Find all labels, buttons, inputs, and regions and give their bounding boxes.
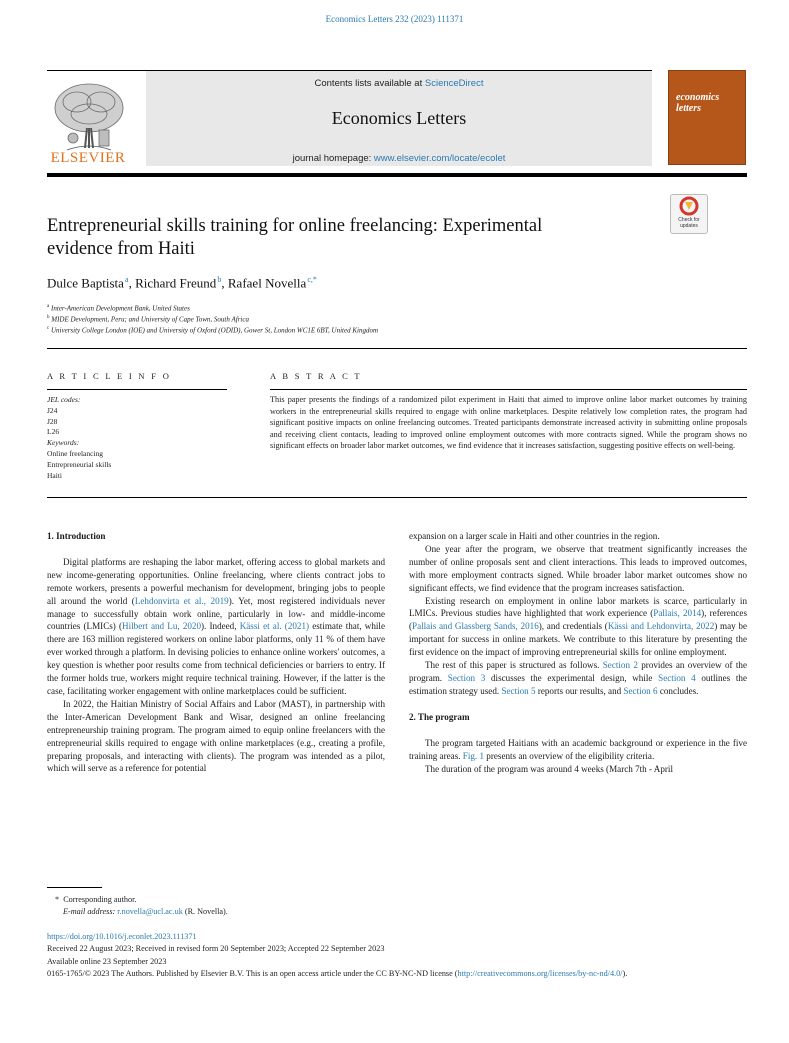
doi-link[interactable]: https://doi.org/10.1016/j.econlet.2023.111371: [47, 932, 197, 941]
contents-prefix: Contents lists available at: [314, 78, 425, 89]
cover-title: [676, 92, 742, 114]
text-run: discusses the experimental design, while: [485, 672, 659, 683]
article-info-heading: A R T I C L E I N F O: [47, 371, 172, 381]
available-online: Available online 23 September 2023: [47, 956, 167, 966]
text-run: Existing research on employment in online labor markets is scarce, particularly in LMICs. Previous studies have highlighted that work experience (: [409, 595, 747, 619]
author-affil-mark[interactable]: b: [217, 275, 222, 284]
section-heading-introduction: 1. Introduction: [47, 531, 106, 541]
check-updates-line2: updates: [680, 223, 698, 229]
affiliation: [47, 326, 378, 334]
jel-code: L26: [47, 427, 60, 437]
contents-line: [146, 78, 652, 89]
text-run: ).: [622, 969, 628, 979]
section-heading-program: 2. The program: [409, 711, 470, 722]
paragraph: [409, 737, 747, 763]
section-link[interactable]: Section 3: [447, 672, 486, 683]
paragraph: One year after the program, we observe that treatment significantly increases the number of online proposals sent and client interactions. This leads to improved outcomes, with more employment contracts signed. While broader labor market outcomes show no significant effects, we find evidence that the program increases satisfaction.: [409, 543, 747, 593]
article-title-line1: Entrepreneurial skills training for online freelancing: Experimental: [47, 216, 543, 236]
article-info-list: [47, 395, 247, 481]
section-link[interactable]: Section 2: [602, 660, 638, 671]
text-run: provides an overview of the program.: [409, 660, 747, 683]
affiliation-text: University College London (IOE) and University of Oxford (ODID), Gower St, London WC1E 6BT, United Kingdom: [50, 326, 379, 335]
email-note: [55, 906, 228, 918]
jel-codes-label: JEL codes:: [47, 395, 81, 404]
author-name: Richard Freund: [135, 275, 217, 291]
jel-code: J28: [47, 416, 58, 426]
journal-homepage-line: [146, 153, 652, 164]
text-run: The rest of this paper is structured as follows.: [425, 660, 603, 671]
check-updates-icon: [671, 195, 707, 217]
section-rule: [47, 497, 747, 498]
cover-title-line2: letters: [676, 103, 701, 114]
author-affil-mark[interactable]: c,*: [307, 275, 317, 284]
affiliation-text: MIDE Development, Peru; and University of Cape Town, South Africa: [51, 315, 249, 324]
keyword: Entrepreneurial skills: [47, 459, 112, 469]
footnote-rule: [47, 887, 102, 888]
abstract-text: This paper presents the findings of a randomized pilot experiment in Haiti that aimed to improve online labor market outcomes by training workers in the entrepreneurial skills required to engage with online marketplaces. Despite relatively low completion rates, the program had significant positive impacts on online freelancing outcomes. Treated participants demonstrate increased activity in submitting online proposals and receiving client contacts, leading to improved online employment outcomes with more contracts signed. While the program shows no significant effects on broader labor market outcomes, we find evidence that it increases satisfaction, suggesting positive effects on well-being.: [270, 395, 747, 451]
received-dates: Received 22 August 2023; Received in revised form 20 September 2023; Accepted 22 September 2023: [47, 944, 385, 954]
email-label: E-mail address:: [63, 907, 116, 917]
body-column-right: [409, 530, 747, 775]
body-column-left: [47, 530, 385, 775]
text-run: ) may be important for success in online markets. We contribute to this literature by presenting the first evidence on the impact of improving entrepreneurial skills for online employment.: [409, 621, 748, 658]
footnotes: [55, 894, 228, 919]
license-line: [47, 968, 747, 980]
paragraph: [409, 595, 747, 660]
text-run: concludes.: [657, 685, 699, 696]
affiliation-mark: b: [47, 315, 50, 320]
text-run: outlines the estimation strategy used.: [409, 672, 747, 696]
author-list: Dulce Baptista $^a$, Richard Freund $^b$, Rafael Novella $^{c,*}$: [47, 275, 317, 291]
text-run: ). Yet, most registered individuals never manage to successfully obtain work online, particularly in low- and middle-income countries (LMICs) (: [47, 595, 385, 632]
check-updates-line1: Check for: [678, 217, 700, 223]
paragraph: expansion on a larger scale in Haiti and other countries in the region.: [409, 531, 660, 541]
paragraph: The duration of the program was around 4 weeks (March 7th - April: [425, 763, 673, 774]
homepage-prefix: journal homepage:: [292, 153, 374, 164]
paragraph: [47, 556, 385, 698]
text-run: ), references (: [409, 608, 747, 632]
abstract-heading: A B S T R A C T: [270, 371, 362, 381]
journal-title: Economics Letters: [331, 108, 467, 128]
journal-homepage-link[interactable]: www.elsevier.com/locate/ecolet: [373, 153, 506, 164]
check-updates-label: [671, 217, 707, 229]
footnote-mark: *: [55, 895, 60, 904]
jel-code: J24: [47, 405, 58, 415]
text-run: Digital platforms are reshaping the labor market, offering access to global markets and new income-generating opportunities. Online freelancing, where clients contract jobs to remote workers, presents a powerful mechanism for development, bringing jobs to people all around the world (: [47, 556, 385, 606]
paragraph: [409, 659, 747, 698]
email-suffix: (R. Novella).: [182, 907, 228, 917]
text-run: estimate that, while there are 163 million registered workers on online labor platforms, only 11 % of them have ever worked through a platform. In devising policies to enhance online workers' outcomes, a key question is whether poor results come from technical deficiencies or barriers to entry. If the former holds true, workers might require technical training. However, if the latter is the case, facilitating worker engagement with online marketplaces could be sufficient.: [47, 621, 385, 696]
sciencedirect-link[interactable]: ScienceDirect: [424, 78, 484, 89]
keyword: Haiti: [47, 470, 62, 480]
affiliation: [47, 304, 190, 312]
corresponding-author-note: [55, 894, 228, 906]
keyword: Online freelancing: [47, 448, 104, 458]
article-title-line2: evidence from Haiti: [47, 239, 195, 259]
header-rule-bottom: [47, 173, 747, 177]
journal-cover-thumbnail[interactable]: [668, 70, 746, 165]
affiliation-mark: c: [47, 326, 50, 331]
text-run: reports our results, and: [535, 685, 624, 696]
citation-link[interactable]: Lehdonvirta et al., 2019: [134, 595, 229, 606]
journal-reference[interactable]: Economics Letters 232 (2023) 111371: [325, 14, 464, 24]
abstract-rule: [270, 389, 747, 390]
citation-link[interactable]: Hilbert and Lu, 2020: [122, 621, 202, 632]
elsevier-wordmark: ELSEVIER: [50, 150, 126, 166]
section-link[interactable]: Section 6: [623, 685, 658, 696]
text-run: The program targeted Haitians with an academic background or experience in the five training areas.: [409, 737, 747, 761]
text-run: ). Indeed,: [201, 621, 240, 632]
text-run: 0165-1765/© 2023 The Authors. Published by Elsevier B.V. This is an open access article under the CC BY-NC-ND license (: [47, 969, 458, 979]
paragraph: In 2022, the Haitian Ministry of Social Affairs and Labor (MAST), in partnership with the Inter-American Development Bank and Wisar, designed an online freelancing entrepreneurship training program. The program aimed to equip online freelancers with the entrepreneurial skills required to engage with online marketplaces (e.g., creating a profile, preparing proposals, and interacting with clients). The program was intended as a pilot, which will serve as a reference for potential: [47, 698, 385, 774]
affiliation: [47, 315, 249, 323]
cover-title-line1: economics: [676, 92, 720, 103]
section-link[interactable]: Section 5: [501, 685, 536, 696]
footnote-text: Corresponding author.: [63, 895, 137, 904]
author-name: Dulce Baptista: [47, 275, 124, 291]
text-run: ), and credentials (: [538, 621, 608, 632]
article-title: [47, 215, 627, 261]
article-info-rule: [47, 389, 227, 390]
citation-link[interactable]: Kässi et al. (2021): [239, 621, 310, 632]
figure-link[interactable]: Fig. 1: [462, 750, 485, 761]
email-link[interactable]: r.novella@ucl.ac.uk: [117, 907, 183, 917]
text-run: presents an overview of the eligibility criteria.: [484, 750, 655, 761]
citation-link[interactable]: Pallais and Glassberg Sands, 2016: [412, 621, 539, 632]
section-rule: [47, 348, 747, 349]
keywords-label: Keywords:: [47, 438, 80, 448]
author-affil-mark[interactable]: a: [125, 275, 129, 284]
publication-info: [47, 931, 747, 981]
affiliation-mark: a: [47, 304, 50, 309]
section-link[interactable]: Section 4: [658, 672, 696, 683]
citation-link[interactable]: Kässi and Lehdonvirta, 2022: [607, 621, 715, 632]
affiliation-text: Inter-American Development Bank, United States: [50, 304, 190, 313]
citation-link[interactable]: Pallais, 2014: [653, 608, 702, 619]
author-name: Rafael Novella: [227, 275, 307, 291]
license-link[interactable]: http://creativecommons.org/licenses/by-nc-nd/4.0/: [457, 969, 623, 979]
